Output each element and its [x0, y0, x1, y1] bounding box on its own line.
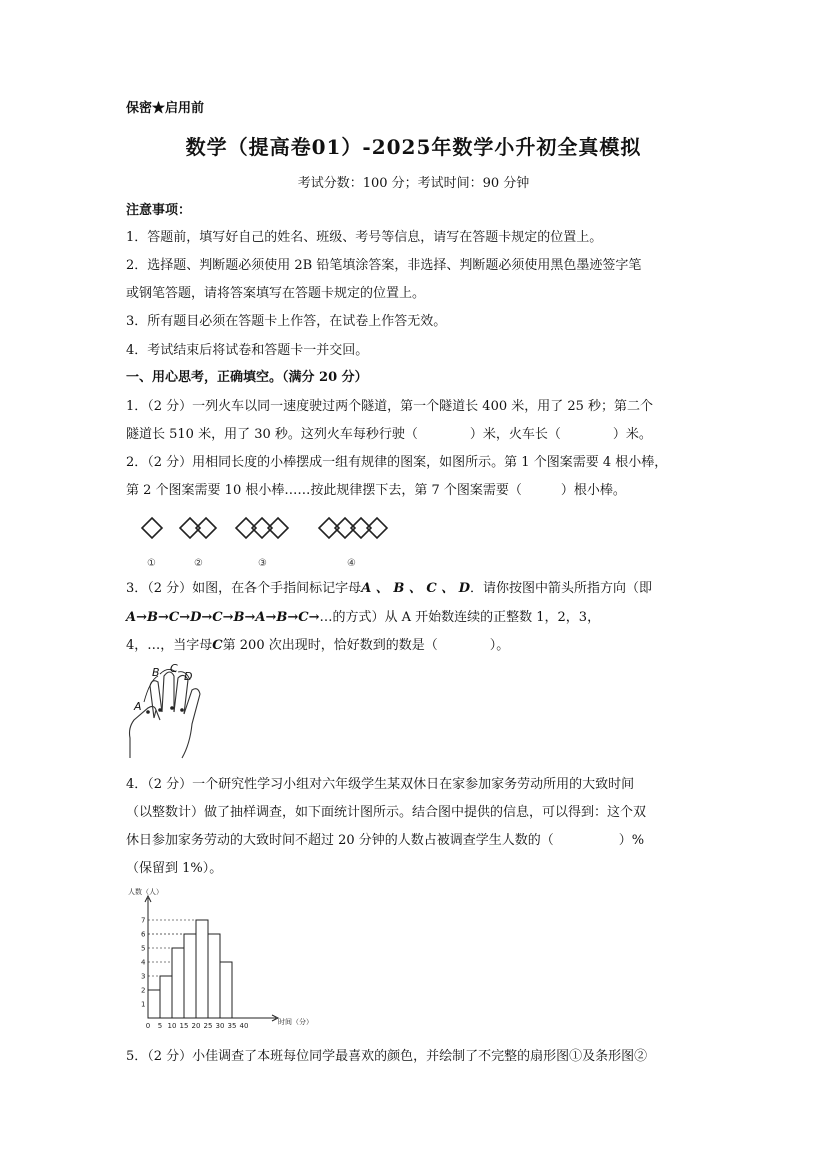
q3-sequence: A→B→C→D→C→B→A→B→C→	[126, 610, 320, 625]
figure-label: ②	[194, 558, 203, 569]
q3-text: 第 200 次出现时，恰好数到的数是（ ）。	[222, 638, 510, 653]
x-tick-label: 30	[215, 1022, 225, 1030]
histogram-bar	[220, 962, 232, 1018]
question-3-line	[126, 609, 600, 627]
y-tick-label: 4	[141, 958, 146, 967]
notice-item: 4．考试结束后将试卷和答题卡一并交回。	[126, 343, 369, 358]
stick-pattern-figure	[130, 508, 420, 570]
y-tick-label: 3	[141, 972, 146, 981]
q3-letters: A 、 B 、 C 、 D	[361, 581, 471, 596]
x-tick-label: 5	[157, 1022, 163, 1030]
histogram-bar	[160, 976, 172, 1018]
y-tick-label: 2	[141, 986, 146, 995]
figure-label: ④	[347, 558, 356, 569]
confidential-label: 保密★启用前	[126, 101, 205, 116]
figure-label: ③	[258, 558, 267, 569]
x-axis-label: 时间（分）	[278, 1018, 313, 1026]
page-title: 数学（提高卷01）-2025年数学小升初全真模拟	[185, 135, 642, 159]
question-4-line: （以整数计）做了抽样调查，如下面统计图所示。结合图中提供的信息，可以得到：这个双	[126, 805, 647, 820]
x-tick-label: 0	[145, 1022, 151, 1030]
question-4-line: 休日参加家务劳动的大致时间不超过 20 分钟的人数占被调查学生人数的（ ）%	[126, 833, 645, 848]
question-3-line	[126, 580, 652, 598]
histogram-bar	[148, 990, 160, 1018]
notice-heading: 注意事项：	[126, 203, 192, 218]
histogram-bar	[184, 934, 196, 1018]
histogram-bar	[208, 934, 220, 1018]
question-1-line: 1．（2 分）一列火车以同一速度驶过两个隧道，第一个隧道长 400 米，用了 25 秒；第二个	[126, 399, 654, 414]
x-tick-label: 40	[239, 1022, 249, 1030]
notice-item: 或钢笔答题，请将答案填写在答题卡规定的位置上。	[126, 286, 426, 301]
histogram-chart	[126, 886, 326, 1036]
question-1-line: 隧道长 510 米，用了 30 秒。这列火车每秒行驶（ ）米，火车长（ ）米。	[126, 427, 652, 442]
q3-text: ．请你按图中箭头所指方向（即	[470, 581, 653, 596]
exam-info: 考试分数：100 分；考试时间：90 分钟	[297, 176, 530, 191]
x-tick-label: 15	[179, 1022, 189, 1030]
section-heading: 一、用心思考，正确填空。（满分 20 分）	[126, 370, 368, 385]
q3-text: …的方式）从 A 开始数连续的正整数 1，2，3，	[319, 610, 601, 625]
histogram-bar	[196, 920, 208, 1018]
histogram-bar	[172, 948, 184, 1018]
y-tick-label: 7	[141, 916, 146, 925]
x-tick-label: 10	[167, 1022, 177, 1030]
question-3-line	[126, 637, 509, 655]
question-2-line: 第 2 个图案需要 10 根小棒……按此规律摆下去，第 7 个图案需要（ ）根小棒。	[126, 483, 626, 498]
hand-figure	[120, 662, 210, 764]
figure-label: ①	[147, 558, 156, 569]
notice-item: 3．所有题目必须在答题卡上作答，在试卷上作答无效。	[126, 314, 447, 329]
hand-label-a: A	[134, 700, 142, 713]
y-tick-label: 5	[141, 944, 146, 953]
question-2-line: 2．（2 分）用相同长度的小棒摆成一组有规律的图案，如图所示。第 1 个图案需要 4 根小棒，	[126, 455, 668, 470]
hand-label-b: B	[152, 666, 160, 679]
q3-text: 3．（2 分）如图，在各个手指间标记字母	[126, 581, 362, 596]
q3-letter-c: C	[212, 638, 223, 653]
y-axis-label: 人数（人）	[128, 888, 163, 896]
question-4-line: 4．（2 分）一个研究性学习小组对六年级学生某双休日在家参加家务劳动所用的大致时间	[126, 777, 635, 792]
hand-label-c: C	[170, 662, 178, 675]
y-tick-label: 1	[141, 1000, 146, 1009]
y-tick-label: 6	[141, 930, 146, 939]
question-4-line: （保留到 1%）。	[126, 861, 223, 876]
notice-item: 2．选择题、判断题必须使用 2B 铅笔填涂答案，非选择、判断题必须使用黑色墨迹签字笔	[126, 258, 642, 273]
x-tick-label: 25	[203, 1022, 213, 1030]
q3-text: 4，…，当字母	[126, 638, 213, 653]
notice-item: 1．答题前，填写好自己的姓名、班级、考号等信息，请写在答题卡规定的位置上。	[126, 230, 603, 245]
question-5-line: 5．（2 分）小佳调查了本班每位同学最喜欢的颜色，并绘制了不完整的扇形图①及条形图②	[126, 1049, 648, 1064]
x-tick-label: 35	[227, 1022, 237, 1030]
hand-label-d: D	[184, 670, 193, 683]
x-tick-label: 20	[191, 1022, 201, 1030]
